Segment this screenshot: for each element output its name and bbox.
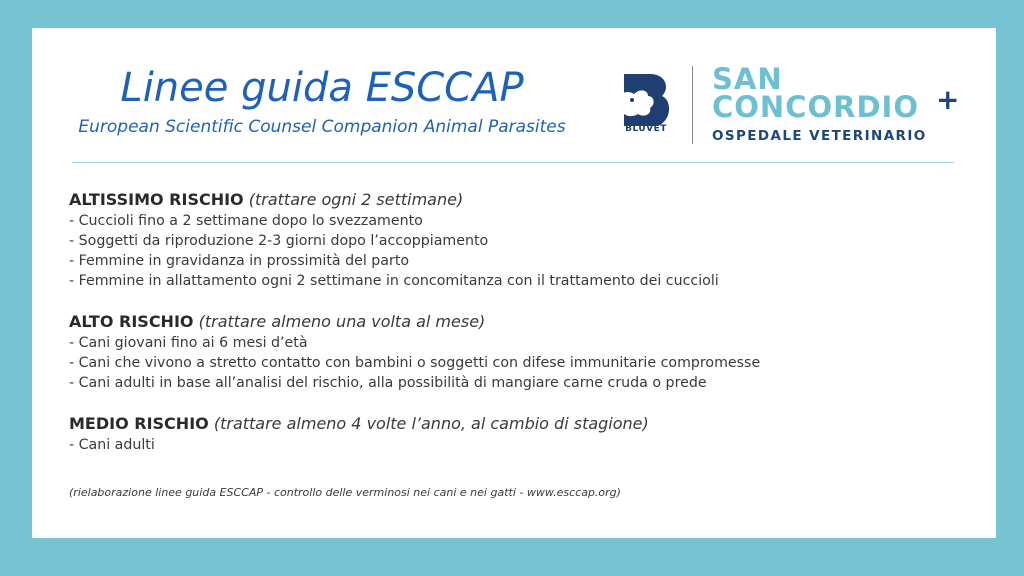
list-item: - Femmine in allattamento ogni 2 settimane in concomitanza con il trattamento dei cuccioli [69,273,719,289]
bluvet-logo-text: BLUVET [625,124,667,134]
section-title: MEDIO RISCHIO [69,414,209,433]
section-note: (trattare ogni 2 settimane) [248,190,464,209]
san-concordio-logo-line2: CONCORDIO [712,90,919,124]
risk-content [69,189,969,475]
header-divider [72,162,954,163]
page-subtitle: European Scientific Counsel Companion Animal Parasites [78,117,566,137]
risk-section-altissimo [69,189,969,291]
section-note: (trattare almeno una volta al mese) [198,312,486,331]
list-item: - Cani che vivono a stretto contatto con bambini o soggetti con difese immunitarie compromesse [69,355,761,371]
list-item: - Cani adulti [69,437,155,453]
list-item: - Cani giovani fino ai 6 mesi d’età [69,335,308,351]
page-title: Linee guida ESCCAP [120,65,524,111]
section-heading [69,311,969,333]
plus-icon: + [936,83,960,116]
section-title: ALTISSIMO RISCHIO [69,190,244,209]
footnote: (rielaborazione linee guida ESCCAP - controllo delle verminosi nei cani e nei gatti - www.esccap.org) [69,486,621,499]
logo-divider [692,66,693,144]
list-item: - Femmine in gravidanza in prossimità del parto [69,253,410,269]
slide-card [32,28,996,538]
section-title: ALTO RISCHIO [69,312,194,331]
section-note: (trattare almeno 4 volte l’anno, al cambio di stagione) [213,414,649,433]
section-heading [69,189,969,211]
san-concordio-logo-tagline: OSPEDALE VETERINARIO [712,128,927,144]
list-item: - Cani adulti in base all’analisi del rischio, alla possibilità di mangiare carne cruda o prede [69,375,707,391]
section-heading [69,413,969,435]
list-item: - Cuccioli fino a 2 settimane dopo lo svezzamento [69,213,423,229]
san-concordio-logo-line1: SAN [712,62,783,96]
risk-section-medio [69,413,969,455]
risk-section-alto [69,311,969,393]
list-item: - Soggetti da riproduzione 2-3 giorni dopo l’accoppiamento [69,233,489,249]
